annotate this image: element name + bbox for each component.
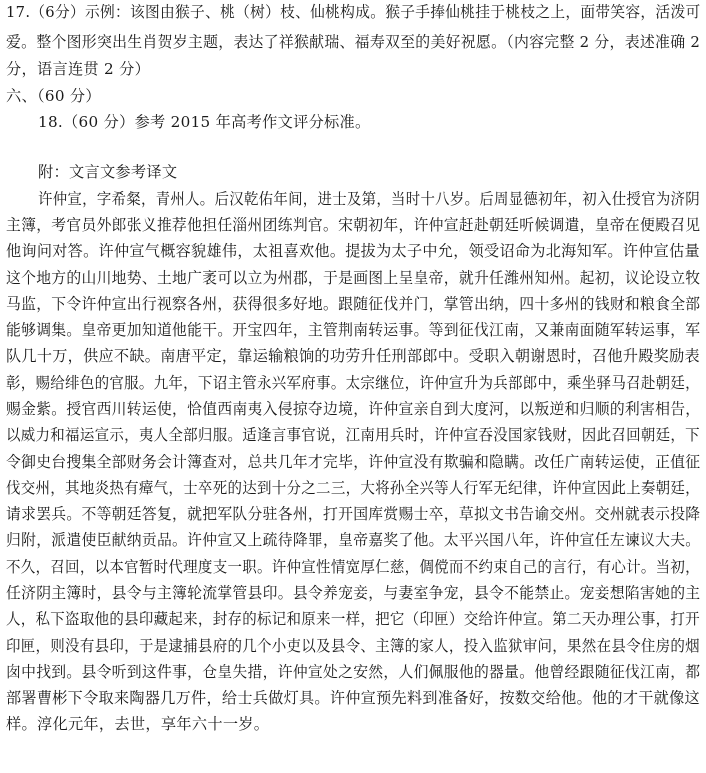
translation-line: 囱中找到。县令听到这件事，仓皇失措，许仲宣处之安然，人们佩服他的器量。他曾经跟随征伐江南，都 — [6, 663, 701, 681]
translation-line: 不久，召回，以本官暂时代理度支一职。许仲宣性情宽厚仁慈，倜傥而不约束自己的言行，有心计。当初， — [6, 558, 700, 576]
translation-line: 人，私下盗取他的县印藏起来，封存的标记和原来一样，把它（印匣）交给许仲宣。第二天办理公事，打开 — [6, 610, 700, 628]
translation-line: 样。淳化元年，去世，享年六十一岁。 — [6, 715, 270, 733]
translation-line: 队几十万，供应不缺。南唐平定，靠运输粮饷的功劳升任刑部郎中。受职入朝谢恩时，召他升殿奖励表 — [6, 347, 700, 365]
q17-line-1: 17.（6分）示例：该图由猴子、桃（树）枝、仙桃构成。猴子手捧仙桃挂于桃枝之上，面带笑容，活泼可 — [6, 3, 701, 21]
translation-line: 他询问对答。许仲宣气概容貌雄伟，太祖喜欢他。提拔为太子中允，领受诏命为北海知军。许仲宣估量 — [6, 242, 700, 260]
translation-line: 这个地方的山川地势、土地广袤可以立为州郡，于是画图上呈皇帝，就升任潍州知州。起初，议论设立牧 — [6, 269, 701, 287]
translation-line: 彰，赐给绯色的官服。九年，下诏主管永兴军府事。太宗继位，许仲宣升为兵部郎中，乘坐驿马召赴朝廷， — [6, 374, 700, 392]
translation-line: 令御史台搜集全部财务会计簿查对，总共几年才完毕，许仲宣没有欺骗和隐瞒。改任广南转运使，正值征 — [6, 453, 701, 471]
translation-line: 任济阴主簿时，县令与主簿轮流掌管县印。县令养宠妾，与妻室争宠，县令不能禁止。宠妾想陷害她的主 — [6, 584, 701, 602]
translation-line: 主簿，考官员外郎张义推荐他担任淄州团练判官。宋朝初年，许仲宣赶赴朝廷听候调遣，皇帝在便殿召见 — [6, 216, 701, 234]
q17-line-2: 爱。整个图形突出生肖贺岁主题，表达了祥猴献瑞、福寿双至的美好祝愿。（内容完整 2 分，表述准确 2 — [6, 33, 701, 51]
translation-line: 以威力和福运宣示，夷人全部归服。适逢言事官说，江南用兵时，许仲宣吞没国家钱财，因此召回朝廷，下 — [6, 426, 700, 444]
translation-line: 部署曹彬下令取来陶器几万件，给士兵做灯具。许仲宣预先料到准备好，按数交给他。他的才干就像这 — [6, 689, 700, 707]
appendix-title: 附：文言文参考译文 — [38, 163, 178, 181]
translation-line: 赐金紫。授官西川转运使，恰值西南夷入侵掠夺边境，许仲宣亲自到大度河，以叛逆和归顺的利害相告， — [6, 400, 701, 418]
translation-line: 许仲宣，字希粲，青州人。后汉乾佑年间，进士及第，当时十八岁。后周显德初年，初入仕授官为济阴 — [38, 190, 700, 208]
q18-answer: 18.（60 分）参考 2015 年高考作文评分标准。 — [38, 113, 371, 131]
translation-line: 印匣，则没有县印，于是逮捕县府的几个小吏以及县令、主簿的家人，投入监狱审问，果然在县令住房的烟 — [6, 637, 700, 655]
translation-line: 马监，下令许仲宣出行视察各州，获得很多好地。跟随征伐并门，掌管出纳，四十多州的钱财和粮食全部 — [6, 295, 701, 313]
translation-line: 请求罢兵。不等朝廷答复，就把军队分驻各州，打开国库赏赐士卒，草拟文书告谕交州。交州就表示投降 — [6, 505, 701, 523]
translation-line: 归附，派遣使臣献纳贡品。许仲宣又上疏待降罪，皇帝嘉奖了他。太平兴国八年，许仲宣任左谏议大夫。 — [6, 531, 701, 549]
q17-line-3: 分，语言连贯 2 分） — [6, 60, 151, 78]
translation-line: 能够调集。皇帝更加知道他能干。开宝四年，主管荆南转运事。等到征伐江南，又兼南面随军转运事，军 — [6, 321, 701, 339]
section-six-heading: 六、（60 分） — [6, 87, 101, 105]
translation-line: 伐交州，其地炎热有瘴气，士卒死的达到十分之二三，大将孙全兴等人行军无纪律，许仲宣因此上奏朝廷， — [6, 479, 700, 497]
